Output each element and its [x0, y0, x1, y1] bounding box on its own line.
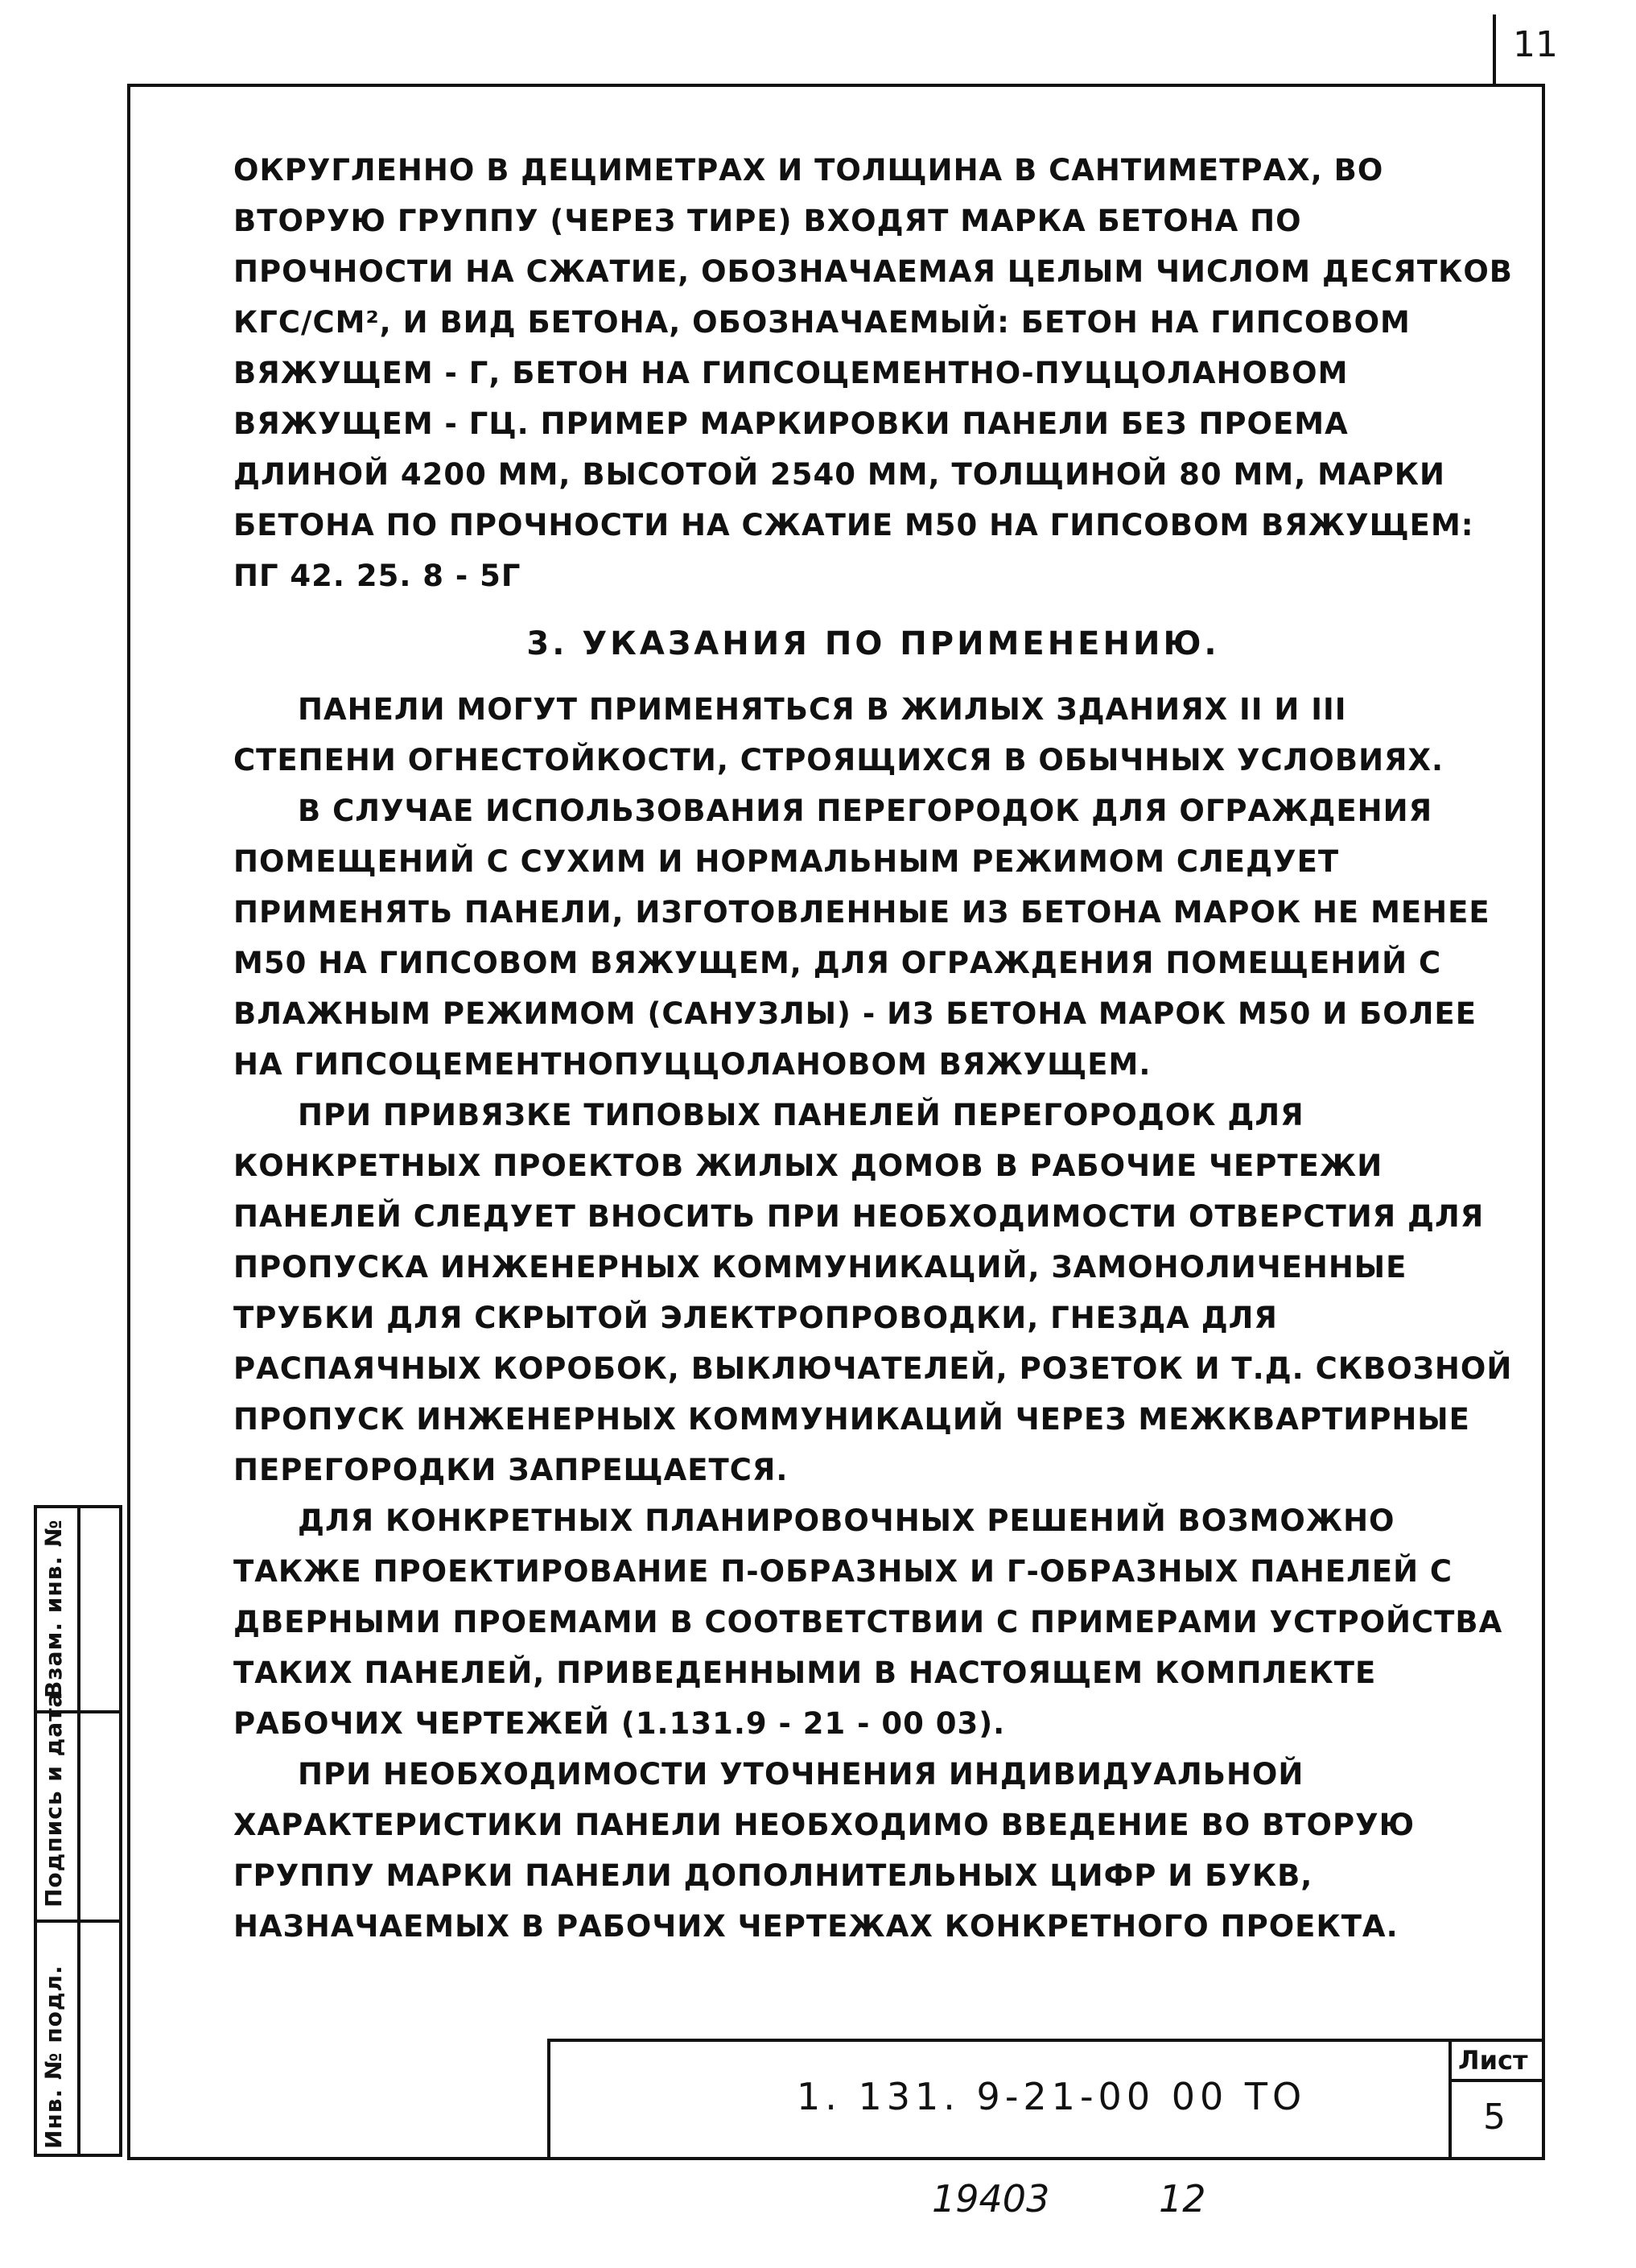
sheet-label: Лист — [1458, 2045, 1528, 2076]
corner-divider — [1493, 14, 1496, 85]
frame-right-border — [1542, 84, 1545, 2160]
frame-left-border — [127, 84, 130, 2160]
paragraph: ПАНЕЛИ МОГУТ ПРИМЕНЯТЬСЯ В ЖИЛЫХ ЗДАНИЯХ II И III СТЕПЕНИ ОГНЕСТОЙКОСТИ, СТРОЯЩИХСЯ В ОБЫЧНЫХ УСЛОВИЯХ. — [233, 692, 1444, 777]
paragraph: ДЛЯ КОНКРЕТНЫХ ПЛАНИРОВОЧНЫХ РЕШЕНИЙ ВОЗМОЖНО ТАКЖЕ ПРОЕКТИРОВАНИЕ П-ОБРАЗНЫХ И Г-ОБРАЗНЫХ ПАНЕЛЕЙ С ДВЕРНЫМИ ПРОЕМАМИ В СООТВЕТСТВИИ С ПРИМЕРАМИ УСТРОЙСТВА ТАКИХ ПАНЕЛЕЙ, ПРИВЕДЕННЫМИ В НАСТОЯЩЕМ КОМПЛЕКТЕ РАБОЧИХ ЧЕРТЕЖЕЙ (1.131.9 - 21 - 00 03). — [233, 1503, 1503, 1741]
frame-top-border — [129, 84, 1545, 87]
copy-number: 12 — [1159, 2177, 1206, 2221]
side-label-podpis-data: Подпись и дата — [40, 1691, 67, 1907]
corner-page-number: 11 — [1513, 24, 1558, 65]
inventory-number: 19403 — [932, 2177, 1050, 2221]
document-code: 1. 131. 9-21-00 00 ТО — [797, 2075, 1307, 2118]
binding-strip-column-line — [77, 1505, 80, 2157]
paragraph: ПРИ НЕОБХОДИМОСТИ УТОЧНЕНИЯ ИНДИВИДУАЛЬНОЙ ХАРАКТЕРИСТИКИ ПАНЕЛИ НЕОБХОДИМО ВВЕДЕНИЕ ВО ВТОРУЮ ГРУППУ МАРКИ ПАНЕЛИ ДОПОЛНИТЕЛЬНЫХ ЦИФР И БУКВ, НАЗНАЧАЕМЫХ В РАБОЧИХ ЧЕРТЕЖАХ КОНКРЕТНОГО ПРОЕКТА. — [233, 1757, 1416, 1944]
paragraph-continued: ОКРУГЛЕННО В ДЕЦИМЕТРАХ И ТОЛЩИНА В САНТИМЕТРАХ, ВО ВТОРУЮ ГРУППУ (ЧЕРЕЗ ТИРЕ) ВХОДЯТ МАРКА БЕТОНА ПО ПРОЧНОСТИ НА СЖАТИЕ, ОБОЗНАЧАЕМАЯ ЦЕЛЫМ ЧИСЛОМ ДЕСЯТКОВ КГС/СМ², И ВИД БЕТОНА, ОБОЗНАЧАЕМЫЙ: БЕТОН НА ГИПСОВОМ ВЯЖУЩЕМ - Г, БЕТОН НА ГИПСОЦЕМЕНТНО-ПУЦЦОЛАНОВОМ ВЯЖУЩЕМ - ГЦ. ПРИМЕР МАРКИРОВКИ ПАНЕЛИ БЕЗ ПРОЕМА ДЛИНОЙ 4200 ММ, ВЫСОТОЙ 2540 ММ, ТОЛЩИНОЙ 80 ММ, МАРКИ БЕТОНА ПО ПРОЧНОСТИ НА СЖАТИЕ М50 НА ГИПСОВОМ ВЯЖУЩЕМ: ПГ 42. 25. 8 - 5Г — [233, 153, 1513, 593]
document-body — [233, 145, 1513, 1952]
sheet-box-divider — [1448, 2079, 1545, 2082]
section-heading: 3. УКАЗАНИЯ ПО ПРИМЕНЕНИЮ. — [526, 625, 1220, 662]
sheet-number: 5 — [1483, 2097, 1506, 2138]
side-label-vzam-inv: Взам. инв. № — [40, 1519, 67, 1698]
paragraph: ПРИ ПРИВЯЗКЕ ТИПОВЫХ ПАНЕЛЕЙ ПЕРЕГОРОДОК ДЛЯ КОНКРЕТНЫХ ПРОЕКТОВ ЖИЛЫХ ДОМОВ В РАБОЧИЕ ЧЕРТЕЖИ ПАНЕЛЕЙ СЛЕДУЕТ ВНОСИТЬ ПРИ НЕОБХОДИМОСТИ ОТВЕРСТИЯ ДЛЯ ПРОПУСКА ИНЖЕНЕРНЫХ КОММУНИКАЦИЙ, ЗАМОНОЛИЧЕННЫЕ ТРУБКИ ДЛЯ СКРЫТОЙ ЭЛЕКТРОПРОВОДКИ, ГНЕЗДА ДЛЯ РАСПАЯЧНЫХ КОРОБОК, ВЫКЛЮЧАТЕЛЕЙ, РОЗЕТОК И Т.Д. СКВОЗНОЙ ПРОПУСК ИНЖЕНЕРНЫХ КОММУНИКАЦИЙ ЧЕРЕЗ МЕЖКВАРТИРНЫЕ ПЕРЕГОРОДКИ ЗАПРЕЩАЕТСЯ. — [233, 1098, 1513, 1487]
side-label-inv-podl: Инв. № подл. — [40, 1965, 67, 2149]
paragraph: В СЛУЧАЕ ИСПОЛЬЗОВАНИЯ ПЕРЕГОРОДОК ДЛЯ ОГРАЖДЕНИЯ ПОМЕЩЕНИЙ С СУХИМ И НОРМАЛЬНЫМ РЕЖИМОМ СЛЕДУЕТ ПРИМЕНЯТЬ ПАНЕЛИ, ИЗГОТОВЛЕННЫЕ ИЗ БЕТОНА МАРОК НЕ МЕНЕЕ М50 НА ГИПСОВОМ ВЯЖУЩЕМ, ДЛЯ ОГРАЖДЕНИЯ ПОМЕЩЕНИЙ С ВЛАЖНЫМ РЕЖИМОМ (САНУЗЛЫ) - ИЗ БЕТОНА МАРОК М50 И БОЛЕЕ НА ГИПСОЦЕМЕНТНОПУЦЦОЛАНОВОМ ВЯЖУЩЕМ. — [233, 794, 1490, 1082]
